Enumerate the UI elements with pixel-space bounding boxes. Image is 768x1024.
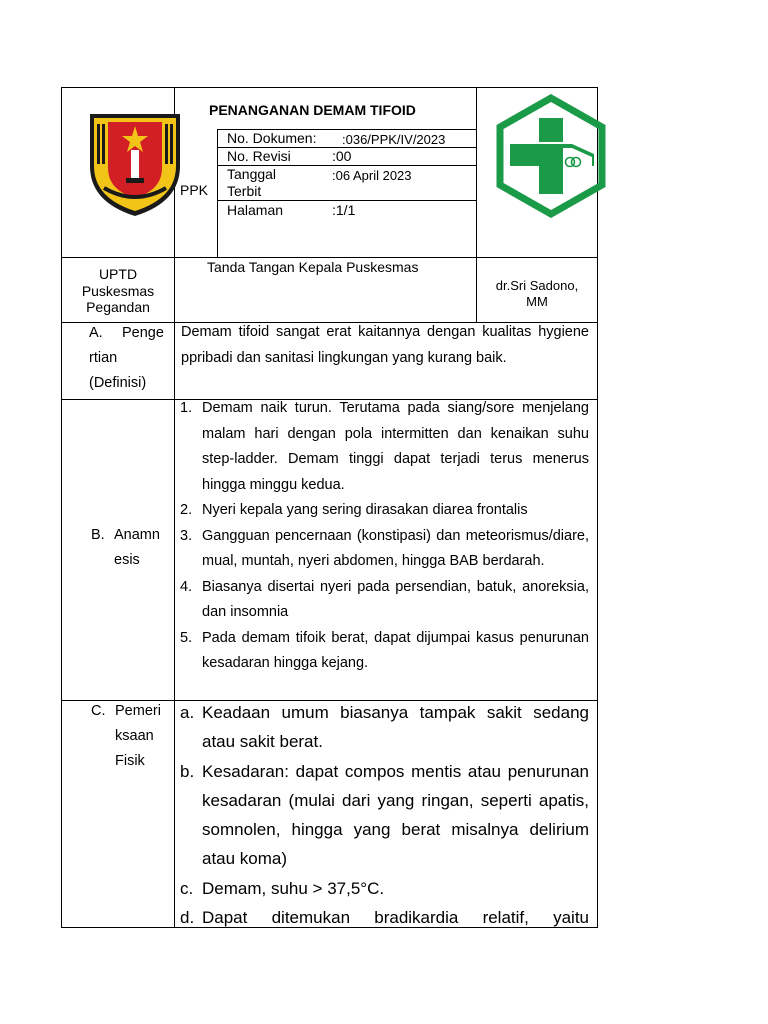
section-c-label-1: Pemeri bbox=[115, 703, 161, 719]
meta-date-value: :06 April 2023 bbox=[332, 168, 412, 183]
ppk-label: PPK bbox=[180, 182, 209, 198]
meta-date-label-2: Terbit bbox=[227, 183, 262, 199]
signature-label: Tanda Tangan Kepala Puskesmas bbox=[207, 259, 419, 275]
meta-page-value: :1/1 bbox=[332, 202, 356, 218]
list-item: c. Demam, suhu > 37,5°C. bbox=[180, 878, 385, 898]
meta-page-label: Halaman bbox=[227, 202, 284, 218]
city-crest-logo bbox=[84, 110, 186, 218]
section-c-letter: C. bbox=[91, 703, 106, 719]
section-a-text: Demam tifoid sangat erat kaitannya dengan kualitas hygiene ppribadi dan sanitasi lingkungan yang kurang baik. bbox=[181, 324, 589, 366]
meta-row-3 bbox=[217, 200, 476, 201]
signer-line-1: dr.Sri Sadono, bbox=[495, 278, 579, 293]
ppk-divider bbox=[217, 129, 218, 257]
list-item: 3. Gangguan pencernaan (konstipasi) dan meteorismus/diare, mual, muntah, nyeri abdomen, hingga BAB berdarah. bbox=[180, 527, 589, 569]
section-a-label-3: (Definisi) bbox=[89, 375, 147, 391]
section-b-label-1: Anamn bbox=[114, 527, 160, 543]
list-item: d. Dapat ditemukan bradikardia relatif, yaitu bbox=[180, 908, 589, 928]
meta-rev-label: No. Revisi bbox=[227, 148, 291, 164]
section-c-list bbox=[180, 698, 589, 932]
table-border-left bbox=[61, 87, 62, 928]
section-a-label-1: Penge bbox=[122, 325, 164, 341]
section-b-letter: B. bbox=[91, 527, 105, 543]
list-item: 2. Nyeri kepala yang sering dirasakan diarea frontalis bbox=[180, 502, 528, 518]
list-item: 1. Demam naik turun. Terutama pada siang/sore menjelang malam hari dengan pola intermitten dan kenaikan suhu step-ladder. Demam tinggi dapat terjadi terus menerus hingga minggu kedua. bbox=[180, 400, 589, 493]
section-c-label-3: Fisik bbox=[115, 753, 145, 769]
section-b-label-2: esis bbox=[114, 552, 140, 568]
section-c-label-2: ksaan bbox=[115, 728, 154, 744]
signer-line-2: MM bbox=[526, 294, 548, 309]
row-divider-header bbox=[61, 257, 598, 258]
org-name bbox=[62, 266, 174, 316]
meta-rev-value: :00 bbox=[332, 148, 352, 164]
section-a-label-2: rtian bbox=[89, 350, 118, 366]
signer-name bbox=[477, 278, 597, 310]
org-line-3: Pegandan bbox=[86, 299, 150, 315]
org-line-2: Puskesmas bbox=[81, 282, 155, 299]
document-title: PENANGANAN DEMAM TIFOID bbox=[209, 102, 416, 118]
puskesmas-logo bbox=[496, 94, 606, 218]
section-a-letter: A. bbox=[89, 325, 103, 341]
meta-doc-label: No. Dokumen: bbox=[227, 130, 317, 146]
section-b-list bbox=[180, 396, 589, 677]
list-item: b. Kesadaran: dapat compos mentis atau penurunan kesadaran (mulai dari yang ringan, seperti apatis, somnolen, hingga yang berat misalnya delirium atau koma) bbox=[180, 761, 589, 869]
list-item: a. Keadaan umum biasanya tampak sakit sedang atau sakit berat. bbox=[180, 703, 589, 752]
meta-doc-value: :036/PPK/IV/2023 bbox=[342, 132, 446, 147]
meta-date-label: Tanggal bbox=[227, 166, 277, 182]
table-border-top bbox=[61, 87, 598, 88]
list-item: 5. Pada demam tifoik berat, dapat dijumpai kasus penurunan kesadaran hingga kejang. bbox=[180, 629, 589, 671]
org-line-1: UPTD bbox=[98, 266, 138, 282]
list-item: 4. Biasanya disertai nyeri pada persendian, batuk, anoreksia, dan insomnia bbox=[180, 578, 589, 620]
